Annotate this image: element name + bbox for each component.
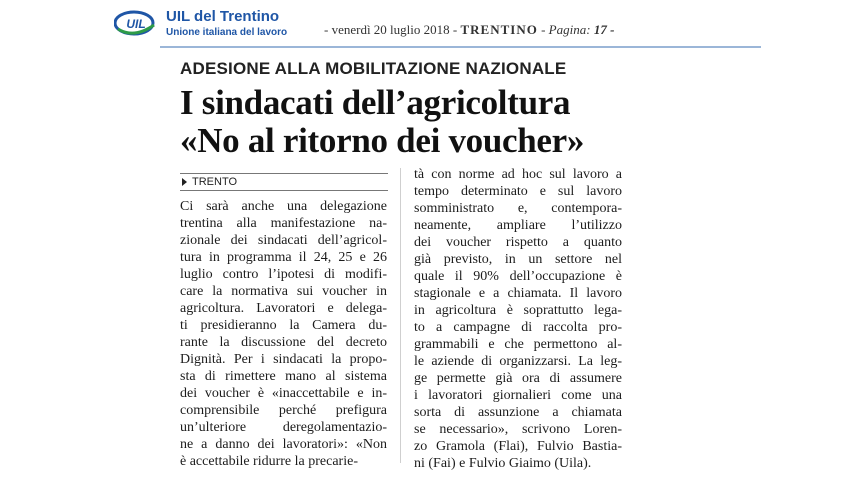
body-text-line: ni (Fai) e Fulvio Giaimo (Uila). [414,456,592,471]
body-text-line: quale il 90% dell’occupazione è [414,269,622,284]
org-name: UIL del Trentino [166,8,280,25]
body-text-line: sta di rimettere mano al sistema [180,369,387,384]
column-divider [400,168,401,463]
page-number: 17 - [593,22,615,37]
article-headline-line-1: I sindacati dell’agricoltura [180,83,571,122]
body-text-line: un’ulteriore deregolamentazio- [180,420,387,435]
body-text-line: dei voucher rispetto a quanto [414,235,622,250]
body-text-line: zionale dei sindacati dell’agricol- [180,233,387,248]
body-text-line: luglio contro l’ipotesi di modifi- [180,267,387,282]
body-text-line: trentina alla manifestazione na- [180,216,387,231]
article-kicker: ADESIONE ALLA MOBILITAZIONE NAZIONALE [180,59,567,78]
publication-date: - venerdì 20 luglio 2018 - [324,22,458,37]
body-text-line: neamente, ampliare l’utilizzo [414,218,622,233]
body-text-line: tempo determinato e sul lavoro [414,184,622,199]
body-text-line: tura in programma il 24, 25 e 26 [180,250,387,265]
article-column-2 [414,166,622,472]
body-text-line: ti presidieranno la Camera du- [180,318,387,333]
body-text-line: rante la discussione del decreto [180,335,387,350]
body-text-line: sorta di assunzione a chiamata [414,405,622,420]
dateline [324,22,614,38]
body-text-line: dei voucher è «inaccettabile e in- [180,386,387,401]
body-text-line: grammabili e che permettono al- [414,337,622,352]
triangle-marker-icon [182,178,187,186]
article-headline-line-2: «No al ritorno dei voucher» [180,121,585,160]
header-rule [160,46,761,48]
body-text-line: Ci sarà anche una delegazione [180,199,387,214]
body-text-line: somministrato e, contempora- [414,201,622,216]
body-text-line: care la normativa sui voucher in [180,284,387,299]
body-text-line: to a campagne di raccolta pro- [414,320,622,335]
body-text-line: già previsto, in un settore nel [414,252,622,267]
org-subtitle: Unione italiana del lavoro [166,27,288,38]
body-text-line: comprensibile perché prefigura [180,403,387,418]
uil-logo [114,9,158,39]
body-text-line: le aziende di organizzarsi. La leg- [414,354,622,369]
body-text-line: Dignità. Per i sindacati la propo- [180,352,387,367]
location-bar [180,173,388,191]
page-label: - Pagina: [541,22,591,37]
page-header [0,0,847,52]
article-column-1 [180,198,387,470]
body-text-line: ne a danno dei lavoratori»: «Non [180,437,387,452]
body-text-line: se necessario», scrivono Loren- [414,422,622,437]
body-text-line: i lavoratori giornalieri come una [414,388,622,403]
body-text-line: è accettabile ridurre la precarie- [180,454,358,469]
body-text-line: ge permette già ora di assumere [414,371,622,386]
body-text-line: zo Gramola (Flai), Fulvio Bastia- [414,439,622,454]
body-text-line: agricoltura. Lavoratori e delega- [180,301,387,316]
location-label: TRENTO [192,176,238,188]
uil-logo-text: UIL [126,17,146,31]
body-text-line: stagionale e a chiamata. Il lavoro [414,286,622,301]
body-text-line: in agricoltura è soprattutto lega- [414,303,622,318]
publication-name: TRENTINO [460,22,538,37]
body-text-line: tà con norme ad hoc sul lavoro a [414,167,622,182]
